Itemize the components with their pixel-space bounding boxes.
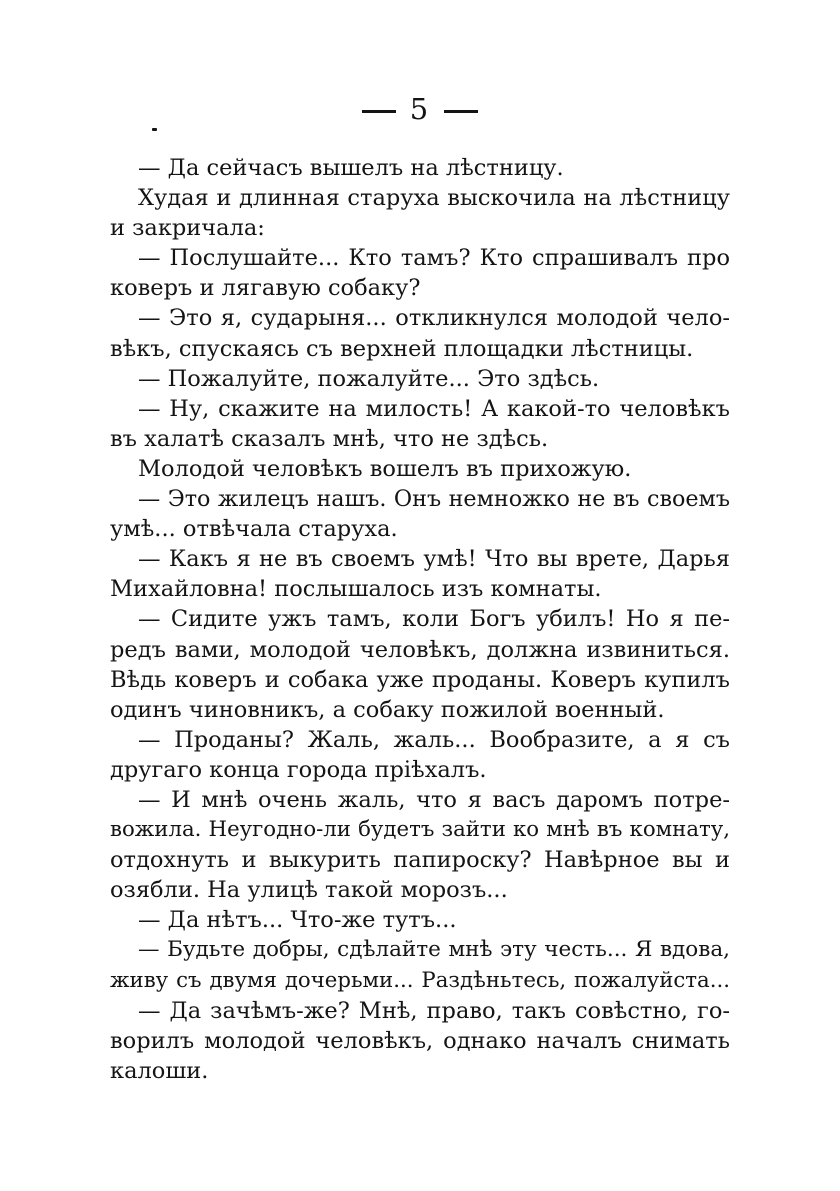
- text-line: — Это я, сударыня... откликнулся молодой чело-: [138, 305, 730, 332]
- text-line: вѣкъ, спускаясь съ верхней площадки лѣстницы.: [110, 335, 694, 362]
- text-line: другаго конца города пріѣхалъ.: [110, 756, 487, 783]
- text-line: — Да сейчасъ вышелъ на лѣстницу.: [138, 155, 564, 181]
- text-line: отдохнуть и выкурить папироску? Навѣрное вы и: [110, 847, 730, 874]
- page-number: 5: [409, 92, 431, 126]
- text-line: въ халатѣ сказалъ мнѣ, что не здѣсь.: [110, 425, 549, 452]
- body-text: [110, 153, 730, 1086]
- text-line: и закричала:: [110, 215, 265, 242]
- text-line: коверъ и лягавую собаку?: [110, 275, 421, 302]
- text-line: — Пожалуйте, пожалуйте... Это здѣсь.: [138, 365, 600, 392]
- text-line: Михайловна! послышалось изъ комнаты.: [110, 576, 602, 603]
- text-line: одинъ чиновникъ, а собаку пожилой военный.: [110, 696, 665, 723]
- text-line: — Послушайте... Кто тамъ? Кто спрашивалъ про: [138, 245, 730, 272]
- text-line: живу съ двумя дочерьми... Раздѣньтесь, пожалуйста...: [110, 967, 730, 993]
- text-line: Молодой человѣкъ вошелъ въ прихожую.: [138, 455, 632, 482]
- text-line: вожила. Неугодно-ли будетъ зайти ко мнѣ въ комнату,: [110, 817, 730, 843]
- text-line: — Да нѣтъ... Что-же тутъ...: [138, 907, 457, 934]
- page-number-header: [0, 92, 840, 126]
- text-line: — И мнѣ очень жаль, что я васъ даромъ потре-: [138, 786, 730, 813]
- text-line: — Да зачѣмъ-же? Мнѣ, право, такъ совѣстно, го-: [138, 997, 730, 1024]
- print-speck: [152, 128, 157, 131]
- text-line: — Это жилецъ нашъ. Онъ немножко не въ своемъ: [138, 486, 730, 513]
- right-dash: [444, 110, 478, 113]
- text-line: озябли. На улицѣ такой морозъ...: [110, 877, 508, 904]
- text-line: умѣ... отвѣчала старуха.: [110, 516, 398, 543]
- text-line: — Какъ я не въ своемъ умѣ! Что вы врете, Дарья: [138, 546, 730, 573]
- text-line: ворилъ молодой человѣкъ, однако началъ снимать: [110, 1027, 730, 1054]
- text-line: калоши.: [110, 1057, 209, 1084]
- text-line: — Сидите ужъ тамъ, коли Богъ убилъ! Но я пе-: [138, 606, 730, 633]
- text-line: — Будьте добры, сдѣлайте мнѣ эту честь... Я вдова,: [138, 937, 730, 963]
- text-line: Вѣдь коверъ и собака уже проданы. Коверъ купилъ: [110, 666, 730, 693]
- text-line: Худая и длинная старуха выскочила на лѣстницу: [138, 185, 730, 212]
- text-line: редъ вами, молодой человѣкъ, должна извиниться.: [110, 636, 730, 663]
- text-line: — Проданы? Жаль, жаль... Вообразите, а я съ: [138, 726, 730, 753]
- text-line: — Ну, скажите на милость! А какой-то человѣкъ: [138, 395, 730, 422]
- left-dash: [362, 110, 396, 113]
